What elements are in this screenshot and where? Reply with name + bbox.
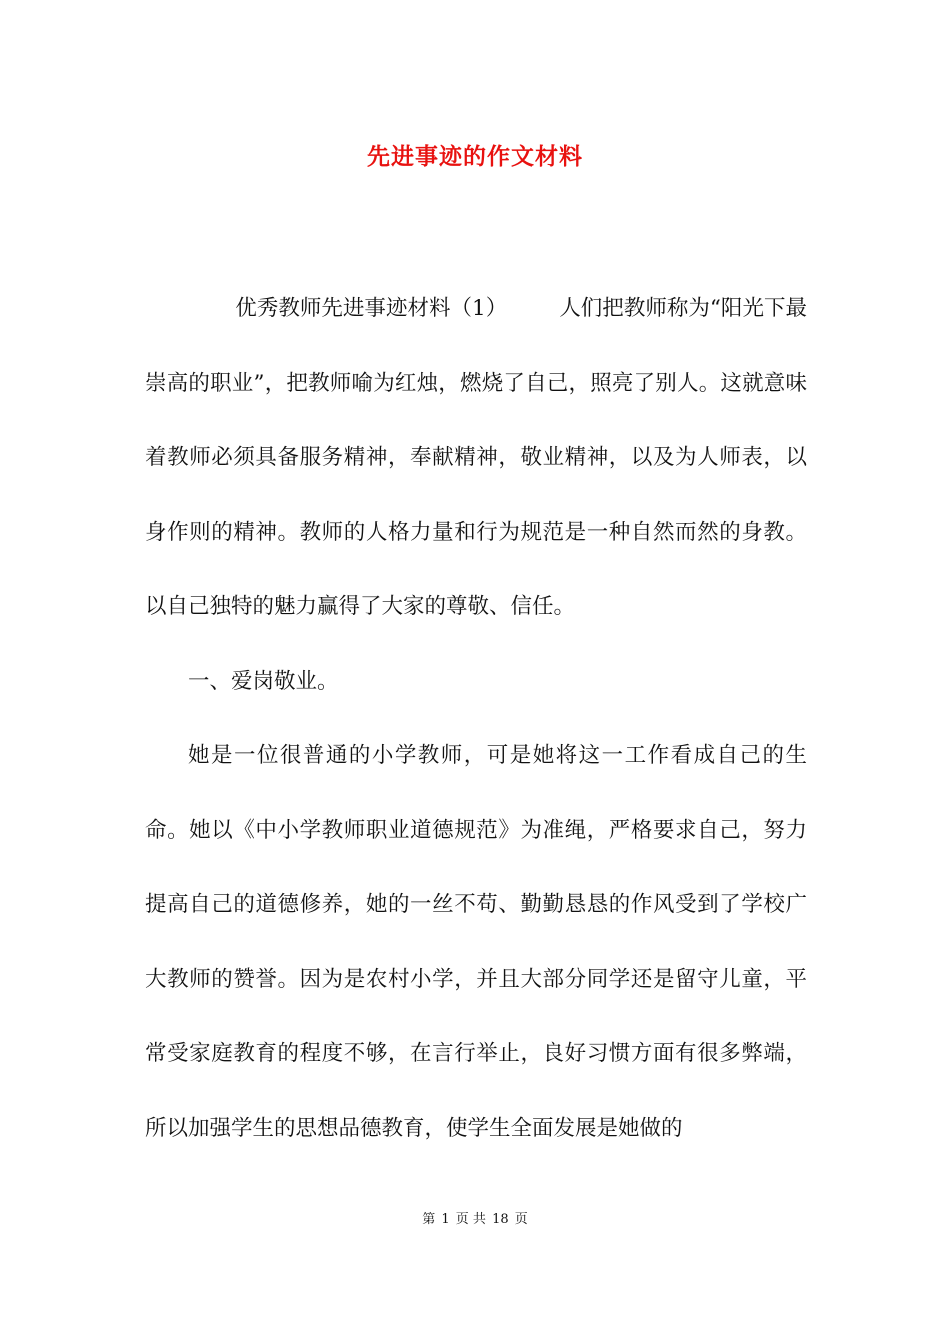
footer-page-number: 1 [441, 1212, 450, 1227]
intro-heading: 优秀教师先进事迹材料（1） [235, 296, 508, 321]
document-body [145, 272, 807, 1166]
paragraph-1-text: 人们把教师称为“阳光下最崇高的职业”，把教师喻为红烛，燃烧了自己，照亮了别人。这就意味着教师必须具备服务精神，奉献精神，敬业精神，以及为人师表，以身作则的精神。教师的人格力量和行为规范是一种自然而然的身教。以自己独特的魅力赢得了大家的尊敬、信任。 [145, 296, 807, 619]
page-footer [0, 1208, 950, 1227]
footer-total-pages: 18 [492, 1212, 509, 1227]
paragraph-2: 她是一位很普通的小学教师，可是她将这一工作看成自己的生命。她以《中小学教师职业道德规范》为准绳，严格要求自己，努力提高自己的道德修养，她的一丝不苟、勤勤恳恳的作风受到了学校广大教师的赞誉。因为是农村小学，并且大部分同学还是留守儿童，平常受家庭教育的程度不够，在言行举止，良好习惯方面有很多弊端，所以加强学生的思想品德教育，使学生全面发展是她做的 [145, 743, 807, 1141]
footer-prefix: 第 [422, 1212, 436, 1227]
document-title: 先进事迹的作文材料 [367, 143, 583, 170]
intro-paragraph [145, 272, 807, 645]
section-heading: 一、爱岗敬业。 [188, 668, 339, 694]
footer-suffix: 页 [514, 1212, 528, 1227]
footer-middle: 页 共 [455, 1212, 486, 1227]
